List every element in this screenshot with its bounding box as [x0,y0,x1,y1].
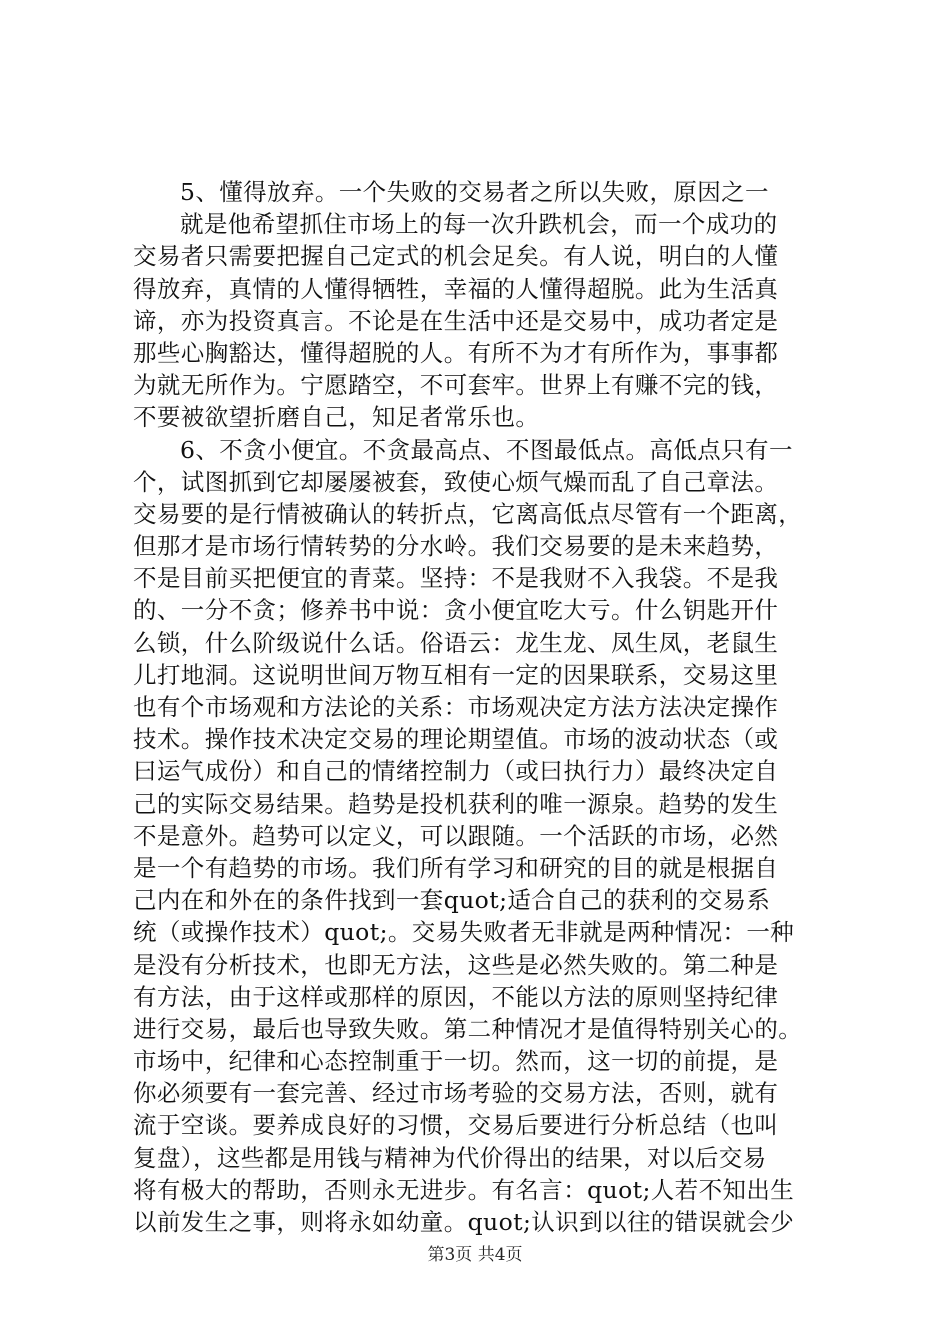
text-line: 以前发生之事，则将永如幼童。quot;认识到以往的错误就会少 [133,1208,795,1236]
text-line: 那些心胸豁达，懂得超脱的人。有所不为才有所作为，事事都 [133,338,779,367]
text-line: 是没有分析技术，也即无方法，这些是必然失败的。第二种是 [133,950,779,979]
text-line: 得放弃，真情的人懂得牺牲，幸福的人懂得超脱。此为生活真 [133,274,779,303]
text-line: 曰运气成份）和自己的情绪控制力（或曰执行力）最终决定自 [133,757,779,786]
text-line: 为就无所作为。宁愿踏空，不可套牢。世界上有赚不完的钱， [133,371,779,400]
text-line: 就是他希望抓住市场上的每一次升跌机会，而一个成功的 [180,210,778,239]
text-line: 复盘），这些都是用钱与精神为代价得出的结果，对以后交易 [133,1143,767,1172]
text-line: 流于空谈。要养成良好的习惯，交易后要进行分析总结（也叫 [133,1111,779,1140]
text-line: 交易者只需要把握自己定式的机会足矣。有人说，明白的人懂 [133,242,779,271]
text-line: 的、一分不贪；修养书中说：贪小便宜吃大亏。什么钥匙开什 [133,596,779,625]
text-line: 儿打地洞。这说明世间万物互相有一定的因果联系，交易这里 [133,660,779,689]
text-line: 不要被欲望折磨自己，知足者常乐也。 [133,403,540,432]
text-line: 进行交易，最后也导致失败。第二种情况才是值得特别关心的。 [133,1014,803,1043]
text-line: 交易要的是行情被确认的转折点，它离高低点尽管有一个距离， [133,499,803,528]
page-number-footer: 第3页 共4页 [427,1245,523,1265]
text-line: 将有极大的帮助，否则永无进步。有名言：quot;人若不知出生 [133,1175,795,1204]
text-line: 技术。操作技术决定交易的理论期望值。市场的波动状态（或 [133,725,779,754]
text-line: 不是目前买把便宜的青菜。坚持：不是我财不入我袋。不是我 [133,564,779,593]
text-line: 有方法，由于这样或那样的原因，不能以方法的原则坚持纪律 [133,982,779,1011]
text-line: 不是意外。趋势可以定义，可以跟随。一个活跃的市场，必然 [133,821,779,850]
text-line: 谛，亦为投资真言。不论是在生活中还是交易中，成功者定是 [133,306,779,335]
text-line: 5、懂得放弃。一个失败的交易者之所以失败，原因之一 [180,178,769,206]
text-line: 你必须要有一套完善、经过市场考验的交易方法，否则，就有 [133,1079,779,1108]
text-line: 市场中，纪律和心态控制重于一切。然而，这一切的前提，是 [133,1047,779,1076]
paragraph-6 [133,434,853,1239]
text-line: 6、不贪小便宜。不贪最高点、不图最低点。高低点只有一 [180,435,793,464]
document-body [133,176,853,1238]
text-line: 统（或操作技术）quot;。交易失败者无非就是两种情况：一种 [133,918,795,947]
text-line: 个，试图抓到它却屡屡被套，致使心烦气燥而乱了自己章法。 [133,467,779,496]
text-line: 己内在和外在的条件找到一套quot;适合自己的获利的交易系 [133,886,771,915]
paragraph-5 [133,176,853,434]
text-line: 是一个有趋势的市场。我们所有学习和研究的目的就是根据自 [133,853,779,882]
text-line: 么锁，什么阶级说什么话。俗语云：龙生龙、凤生凤，老鼠生 [133,628,779,657]
text-line: 但那才是市场行情转势的分水岭。我们交易要的是未来趋势， [133,532,779,561]
text-line: 己的实际交易结果。趋势是投机获利的唯一源泉。趋势的发生 [133,789,779,818]
text-line: 也有个市场观和方法论的关系：市场观决定方法方法决定操作 [133,693,779,721]
